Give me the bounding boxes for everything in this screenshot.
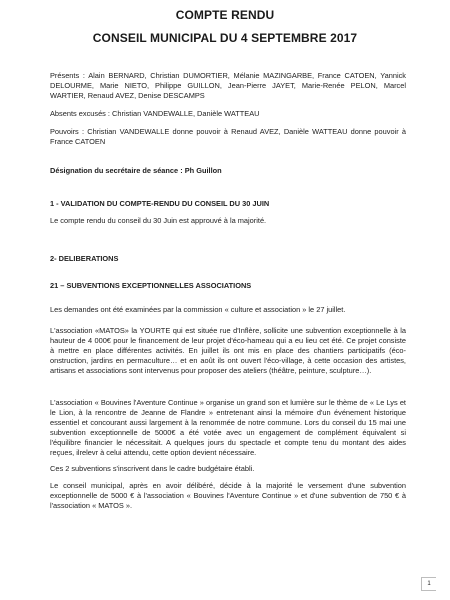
page-number: 1 <box>421 577 436 591</box>
paragraph-decision: Le conseil municipal, après en avoir délibéré, décide à la majorité le versement d'une subvention exceptionnelle de 5000 € à l'association « Bouvines l'Aventure Continue » et d'une subvention de 750 € à l'association « MATOS ». <box>50 481 406 511</box>
attendees-present: Présents : Alain BERNARD, Christian DUMORTIER, Mélanie MAZINGARBE, France CATOEN, Yannick DELOURME, Marie NIETO, Philippe GUILLON, Jean-Pierre JAYET, Marie-Renée PELON, Marcel WARTIER, Renaud AVEZ, Denise DESCAMPS <box>50 71 406 101</box>
paragraph-matos: L'association «MATOS» la YOURTE qui est située rue d'Inflère, sollicite une subvention exceptionnelle à la hauteur de 4 000€ pour le financement de leur projet d'éco-hameau qui a eu lieu cet été. Ce projet consiste à mettre en place différentes activités. En juillet ils ont mis en place des chantiers participatifs (éco-onstruction, jardins en permaculture… et en août ils ont ouvert l'éco-village, à cette occasion des artistes, artisans et associations sont intervenus pour proposer des ateliers (théâtre, peinture, sculpture…). <box>50 326 406 376</box>
section21-heading: 21 – SUBVENTIONS EXCEPTIONNELLES ASSOCIATIONS <box>50 281 252 290</box>
paragraph-budget: Ces 2 subventions s'inscrivent dans le cadre budgétaire établi. <box>50 464 255 473</box>
section1-heading: 1 - VALIDATION DU COMPTE-RENDU DU CONSEIL DU 30 JUIN <box>50 199 270 208</box>
section2-heading: 2- DELIBERATIONS <box>50 254 119 263</box>
attendees-excused: Absents excusés : Christian VANDEWALLE, Danièle WATTEAU <box>50 109 260 118</box>
paragraph-commission: Les demandes ont été examinées par la commission « culture et association » le 27 juillet. <box>50 305 346 314</box>
secretary-designation: Désignation du secrétaire de séance : Ph Guillon <box>50 166 222 175</box>
proxies: Pouvoirs : Christian VANDEWALLE donne pouvoir à Renaud AVEZ, Danièle WATTEAU donne pouvoir à France CATOEN <box>50 127 406 147</box>
paragraph-bouvines: L'association « Bouvines l'Aventure Continue » organise un grand son et lumière sur le thème de « Le Lys et le Lion, à la rencontre de Jeanne de Flandre » entretenant ainsi la mémoire d'un événement historique essentiel et concourant aussi largement à la renommée de notre commune. Lors du conseil du 15 mai une subvention exceptionnelle de 5000€ a été votée avec un engagement de complément équivalent si l'équilibre financier le nécessitait. A quelques jours du spectacle et compte tenu du montant des aides reçues, ilrelevr à celui attendu, cette option devient nécessaire. <box>50 398 406 458</box>
document-title: COMPTE RENDU <box>175 8 275 22</box>
section1-text: Le compte rendu du conseil du 30 Juin est approuvé à la majorité. <box>50 216 267 225</box>
document-subtitle: CONSEIL MUNICIPAL DU 4 SEPTEMBRE 2017 <box>92 31 358 45</box>
